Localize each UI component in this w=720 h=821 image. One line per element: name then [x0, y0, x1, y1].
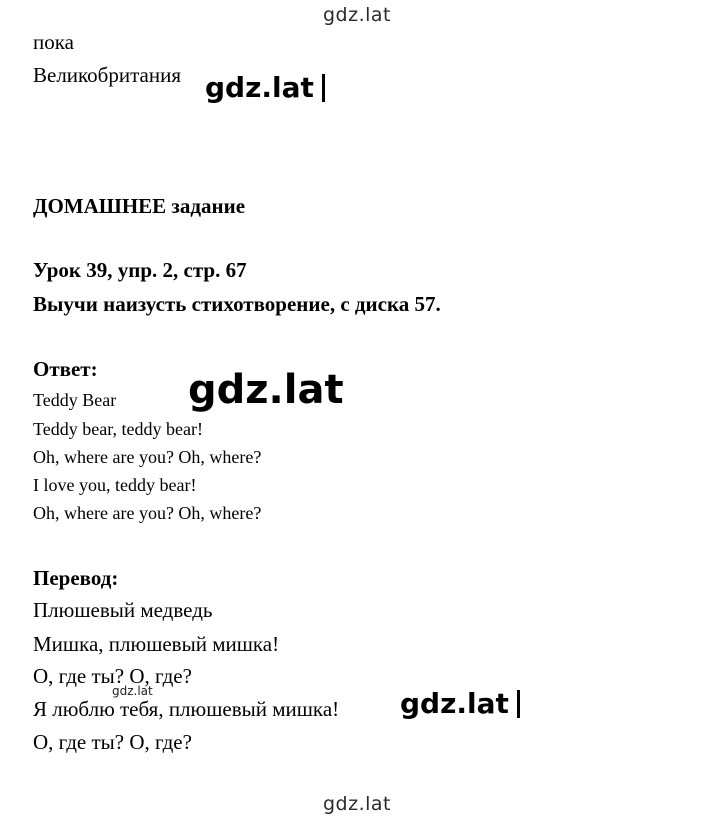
- watermark-bottom: gdz.lat: [323, 793, 392, 815]
- task-lesson: Урок 39, упр. 2, стр. 67: [33, 258, 247, 282]
- answer-label: Ответ:: [33, 357, 98, 381]
- answer-line-4: I love you, teddy bear!: [33, 475, 197, 495]
- watermark-overlay-3: gdz.lat: [400, 690, 520, 718]
- task-instruction: Выучи наизусть стихотворение, с диска 57.: [33, 292, 441, 316]
- answer-line-5: Oh, where are you? Oh, where?: [33, 503, 262, 523]
- answer-line-2: Teddy bear, teddy bear!: [33, 419, 203, 439]
- watermark-top: gdz.lat: [323, 4, 392, 26]
- watermark-overlay-1: gdz.lat: [205, 74, 325, 102]
- answer-line-3: Oh, where are you? Oh, where?: [33, 447, 262, 467]
- translation-line-4: Я люблю тебя, плюшевый мишка!: [33, 697, 340, 721]
- prev-word-2: Великобритания: [33, 63, 181, 87]
- translation-line-1: Плюшевый медведь: [33, 598, 213, 622]
- watermark-overlay-2: gdz.lat: [188, 367, 344, 413]
- homework-title: ДОМАШНЕЕ задание: [33, 194, 246, 218]
- translation-label: Перевод:: [33, 566, 119, 590]
- translation-line-5: О, где ты? О, где?: [33, 730, 192, 754]
- answer-line-1: Teddy Bear: [33, 390, 117, 410]
- watermark-tiny: gdz.lat: [112, 684, 153, 698]
- prev-word-1: пока: [33, 30, 74, 54]
- translation-line-3: О, где ты? О, где?: [33, 664, 192, 688]
- translation-line-2: Мишка, плюшевый мишка!: [33, 632, 280, 656]
